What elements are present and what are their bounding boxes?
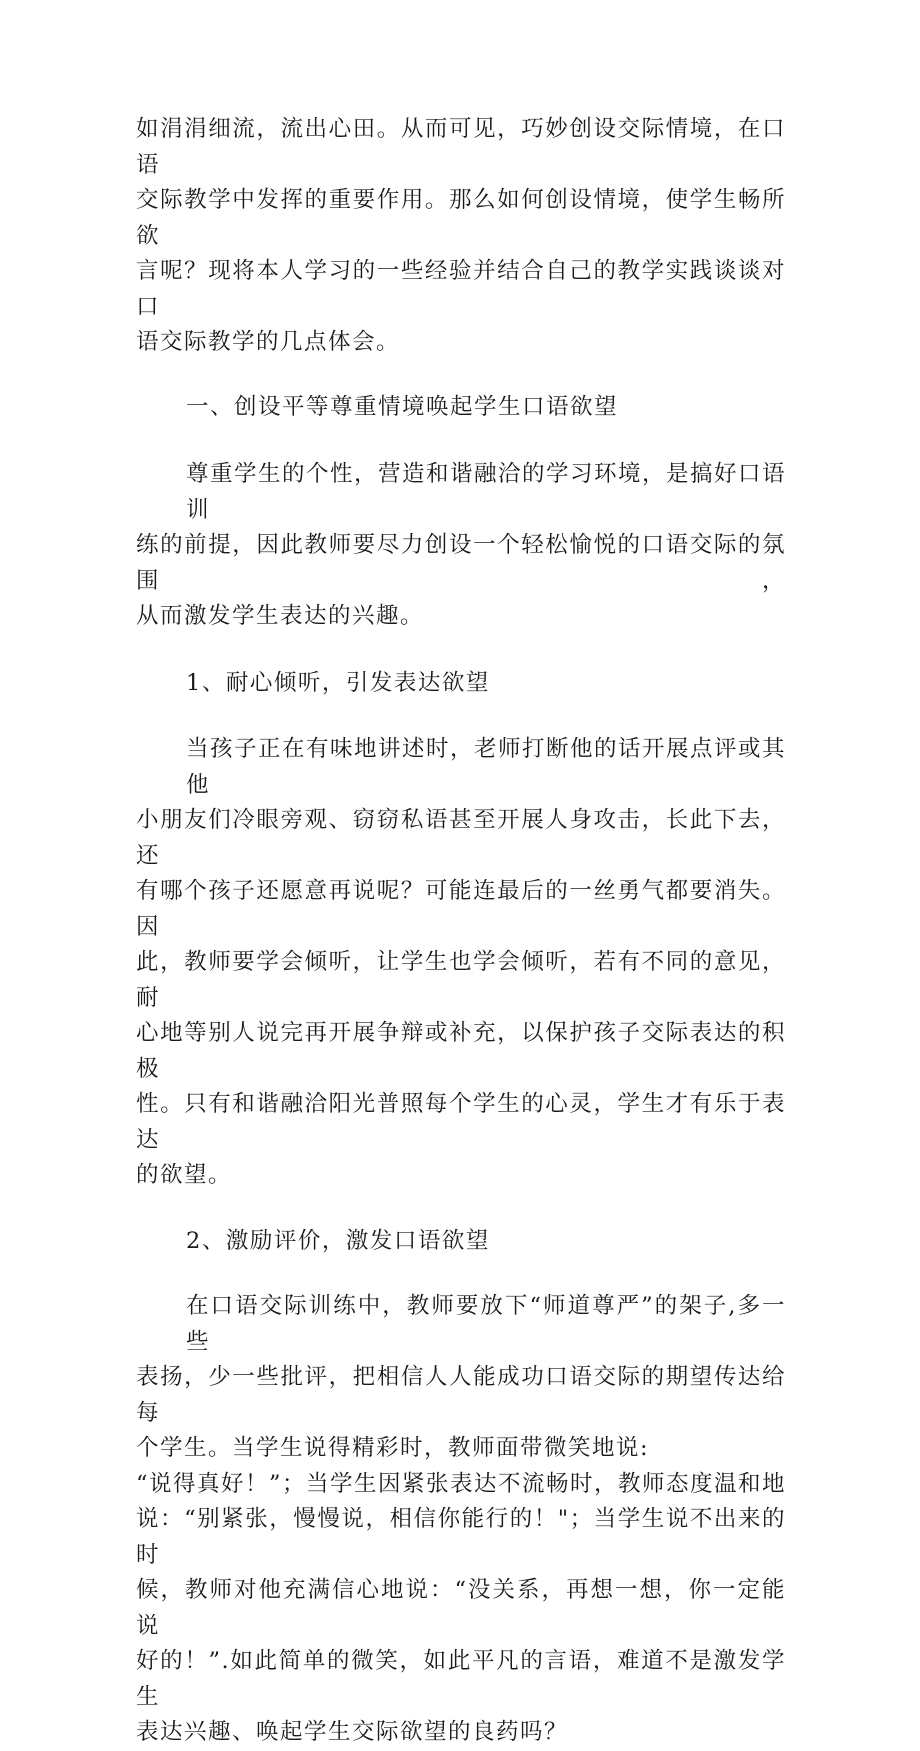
text-line: 的欲望。 — [136, 1162, 233, 1188]
section-heading-praise: 2、激励评价，激发口语欲望 — [186, 1227, 490, 1254]
text-line: 交际教学中发挥的重要作用。那么如何创设情境，使学生畅所欲 — [136, 187, 786, 249]
text-line: 在口语交际训练中，教师要放下“师道尊严”的架子,多一些 — [186, 1293, 786, 1355]
text-line: 说：“别紧张，慢慢说，相信你能行的！"；当学生说不出来的时 — [136, 1506, 786, 1568]
text-line: 尊重学生的个性，营造和谐融洽的学习环境，是搞好口语训 — [186, 461, 787, 523]
text-line: 小朋友们冷眼旁观、窃窃私语甚至开展人身攻击，长此下去，还 — [136, 807, 786, 869]
section-heading-1: 一、创设平等尊重情境唤起学生口语欲望 — [186, 393, 619, 420]
text-line: 候，教师对他充满信心地说：“没关系，再想一想，你一定能说 — [136, 1577, 786, 1639]
paragraph-intro — [136, 112, 786, 361]
section-heading-listen: 1、耐心倾听，引发表达欲望 — [186, 669, 490, 696]
text-line: 练的前提，因此教师要尽力创设一个轻松愉悦的口语交际的氛围， — [136, 532, 786, 594]
document-page — [136, 112, 786, 1751]
text-line: 当孩子正在有味地讲述时，老师打断他的话开展点评或其他 — [186, 736, 787, 798]
paragraph-respect — [136, 457, 786, 635]
text-line: 言呢？现将本人学习的一些经验并结合自己的教学实践谈谈对口 — [136, 258, 786, 320]
text-line: 心地等别人说完再开展争辩或补充，以保护孩子交际表达的积极 — [136, 1020, 786, 1082]
paragraph-listen — [136, 732, 786, 1194]
text-line: 个学生。当学生说得精彩时，教师面带微笑地说: — [136, 1435, 650, 1461]
text-line: 此，教师要学会倾听，让学生也学会倾听，若有不同的意见，耐 — [136, 949, 786, 1011]
text-line: 性。只有和谐融洽阳光普照每个学生的心灵，学生才有乐于表达 — [136, 1091, 786, 1153]
text-line: 好的！”.如此简单的微笑，如此平凡的言语，难道不是激发学生 — [136, 1648, 786, 1710]
text-line: “说得真好！”；当学生因紧张表达不流畅时，教师态度温和地 — [136, 1470, 787, 1497]
paragraph-praise — [136, 1289, 786, 1751]
text-line: 表达兴趣、唤起学生交际欲望的良药吗？ — [136, 1719, 569, 1745]
text-line: 从而激发学生表达的兴趣。 — [136, 603, 425, 629]
text-line: 如涓涓细流，流出心田。从而可见，巧妙创设交际情境，在口语 — [136, 116, 786, 178]
text-line: 表扬，少一些批评，把相信人人能成功口语交际的期望传达给每 — [136, 1364, 786, 1426]
text-line: 有哪个孩子还愿意再说呢？可能连最后的一丝勇气都要消失。因 — [136, 878, 786, 940]
text-line: 语交际教学的几点体会。 — [136, 329, 401, 355]
